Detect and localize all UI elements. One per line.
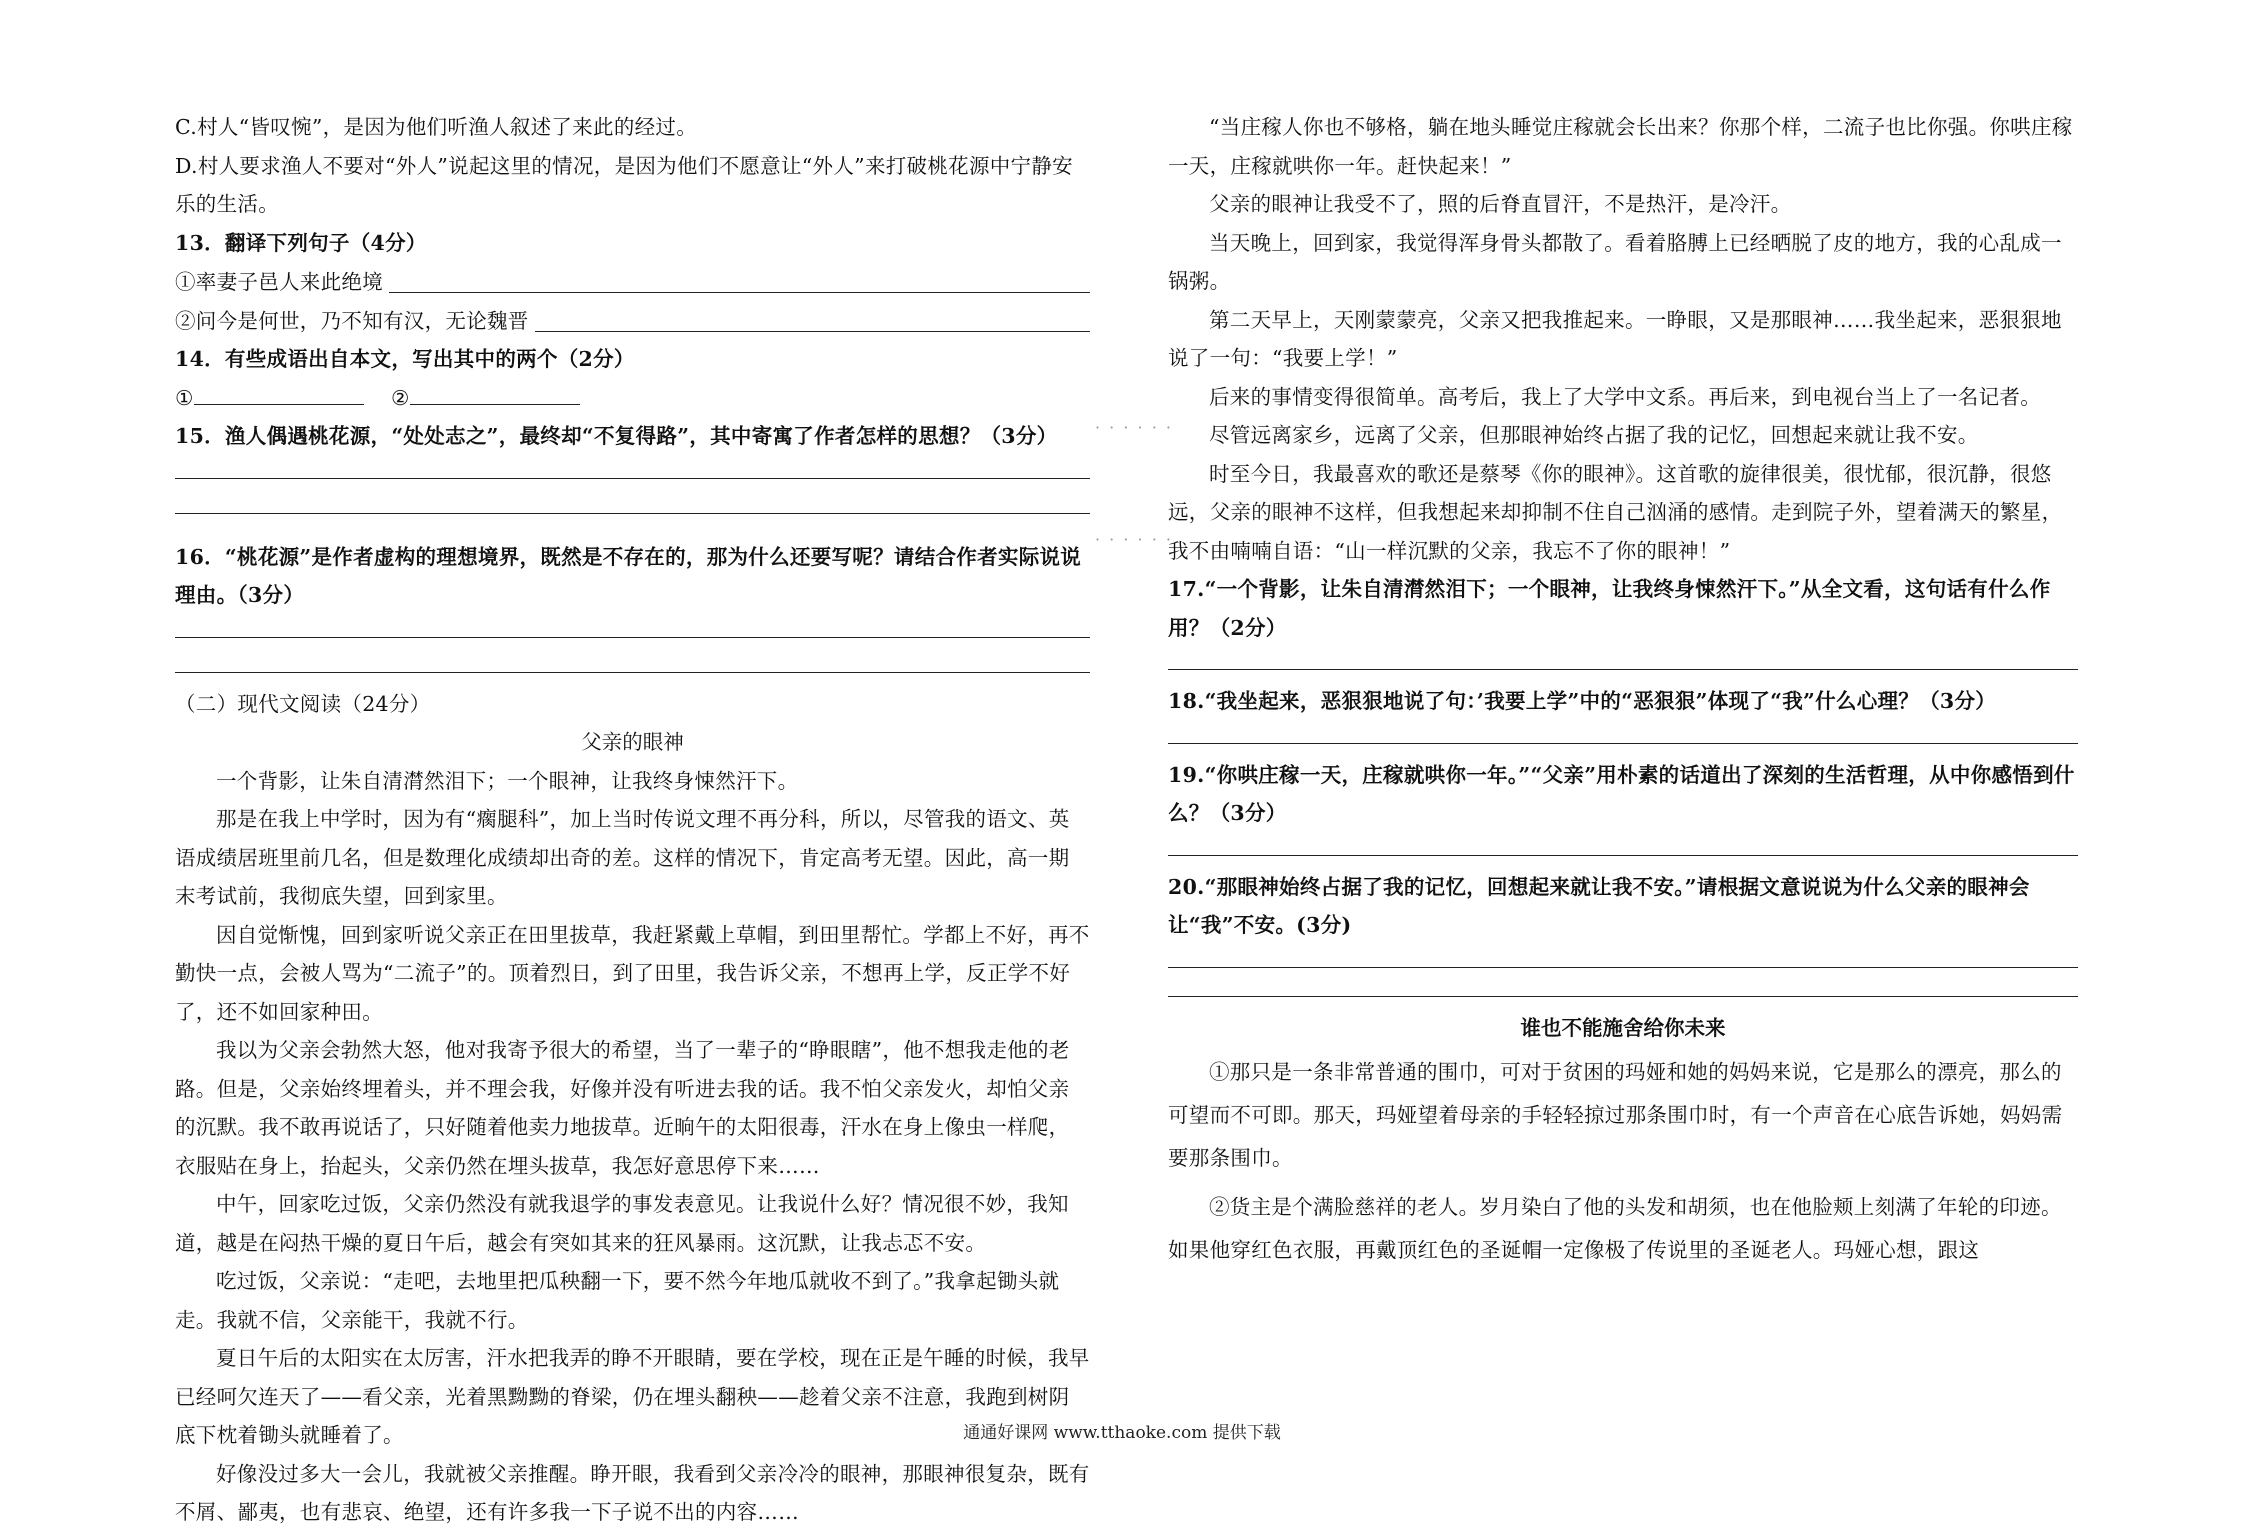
footer-credit: 通通好课网 www.tthaoke.com 提供下载 (963, 1423, 1281, 1443)
option-d: D.村人要求渔人不要对“外人”说起这里的情况，是因为他们不愿意让“外人”来打破桃花源中宁静安乐的生活。 (175, 153, 1073, 216)
article-paragraph: 父亲的眼神让我受不了，照的后脊直冒汗，不是热汗，是冷汗。 (1209, 192, 1792, 216)
article-paragraph: 因自觉惭愧，回到家听说父亲正在田里拔草，我赶紧戴上草帽，到田里帮忙。学都上不好，再不勤快一点，会被人骂为“二流子”的。顶着烈日，到了田里，我告诉父亲，不想再上学，反正学不好了，还不如回家种田。 (175, 922, 1090, 1024)
q19-answer-line[interactable] (1168, 833, 2078, 856)
article-paragraph: 我以为父亲会勃然大怒，他对我寄予很大的希望，当了一辈子的“睁眼瞎”，他不想我走他的老路。但是，父亲始终埋着头，并不理会我，好像并没有听进去我的话。我不怕父亲发火，却怕父亲的沉默。我不敢再说话了，只好随着他卖力地拔草。近晌午的太阳很毒，汗水在身上像虫一样爬，衣服贴在身上，抬起头，父亲仍然在埋头拔草，我怎好意思停下来…… (175, 1038, 1070, 1178)
article-paragraph: 中午，回家吃过饭，父亲仍然没有就我退学的事发表意见。让我说什么好？情况很不妙，我知道，越是在闷热干燥的夏日午后，越会有突如其来的狂风暴雨。这沉默，让我忐忑不安。 (175, 1192, 1069, 1255)
q20-answer-line-1[interactable] (1168, 945, 2078, 968)
question-15: 15．渔人偶遇桃花源，“处处志之”，最终却“不复得路”，其中寄寓了作者怎样的思想？（3分） (175, 424, 1058, 448)
fold-dots: · · · · · · (1095, 418, 1173, 437)
q20-answer-line-2[interactable] (1168, 974, 2078, 997)
q14-label-b: ② (390, 385, 410, 410)
article2-paragraph: ②货主是个满脸慈祥的老人。岁月染白了他的头发和胡须，也在他脸颊上刻满了年轮的印迹。如果他穿红色衣服，再戴顶红色的圣诞帽一定像极了传说里的圣诞老人。玛娅心想，跟这 (1168, 1195, 2062, 1262)
article-paragraph: 尽管远离家乡，远离了父亲，但那眼神始终占据了我的记忆，回想起来就让我不安。 (1209, 423, 1979, 447)
q13-sentence-2: ②问今是何世，乃不知有汉，无论魏晋 (175, 308, 529, 333)
article-paragraph: 一个背影，让朱自清潸然泪下；一个眼神，让我终身悚然汗下。 (216, 768, 799, 793)
article-paragraph: 那是在我上中学时，因为有“瘸腿科”，加上当时传说文理不再分科，所以，尽管我的语文、英语成绩居班里前几名，但是数理化成绩却出奇的差。这样的情况下，肯定高考无望。因此，高一期末考试前，我彻底失望，回到家里。 (175, 807, 1070, 908)
question-14: 14．有些成语出自本文，写出其中的两个（2分） (175, 347, 635, 371)
question-17: 17.“一个背影，让朱自清潸然泪下；一个眼神，让我终身悚然汗下。”从全文看，这句话有什么作用？（2分） (1168, 577, 2051, 640)
question-20: 20.“那眼神始终占据了我的记忆，回想起来就让我不安。”请根据文意说说为什么父亲的眼神会让“我”不安。(3分) (1168, 874, 2030, 937)
right-column (1168, 108, 2078, 1272)
article-paragraph: 夏日午后的太阳实在太厉害，汗水把我弄的睁不开眼睛，要在学校，现在正是午睡的时候，我早已经呵欠连天了——看父亲，光着黑黝黝的脊梁，仍在埋头翻秧——趁着父亲不注意，我跑到树阴底下枕着锄头就睡着了。 (175, 1346, 1090, 1447)
question-13: 13．翻译下列句子（4分） (175, 230, 427, 255)
fold-dots: · · · · · · (1095, 530, 1173, 549)
q13-item-2 (175, 301, 1090, 340)
q16-answer-line-2[interactable] (175, 650, 1090, 673)
q13-answer-line-1[interactable] (389, 262, 1090, 293)
q13-item-1 (175, 262, 1090, 301)
question-19: 19.“你哄庄稼一天，庄稼就哄你一年。”“父亲”用朴素的话道出了深刻的生活哲理，从中你感悟到什么？（3分） (1168, 762, 2075, 825)
article-paragraph: 第二天早上，天刚蒙蒙亮，父亲又把我推起来。一睁眼，又是那眼神……我坐起来，恶狠狠地说了一句：“我要上学！” (1168, 307, 2062, 370)
q15-answer-line-2[interactable] (175, 491, 1090, 514)
article2-paragraph: ①那只是一条非常普通的围巾，可对于贫困的玛娅和她的妈妈来说，它是那么的漂亮，那么的可望而不可即。那天，玛娅望着母亲的手轻轻掠过那条围巾时，有一个声音在心底告诉她，妈妈需要那条围巾。 (1168, 1060, 2063, 1170)
article-paragraph: 吃过饭，父亲说：“走吧，去地里把瓜秧翻一下，要不然今年地瓜就收不到了。”我拿起锄头就走。我就不信，父亲能干，我就不行。 (175, 1269, 1060, 1332)
q14-label-a: ① (175, 385, 194, 410)
question-16: 16．“桃花源”是作者虚构的理想境界，既然是不存在的，那为什么还要写呢？请结合作者实际说说理由。（3分） (175, 544, 1082, 607)
q17-answer-line[interactable] (1168, 647, 2078, 670)
article-paragraph: 好像没过多大一会儿，我就被父亲推醒。睁开眼，我看到父亲冷冷的眼神，那眼神很复杂，既有不屑、鄙夷，也有悲哀、绝望，还有许多我一下子说不出的内容…… (175, 1461, 1090, 1524)
left-column (175, 108, 1090, 1532)
question-18: 18.“我坐起来，恶狠狠地说了句：’我要上学”中的“恶狠狠”体现了“我”什么心理？（3分） (1168, 689, 1997, 713)
option-c: C.村人“皆叹惋”，是因为他们听渔人叙述了来此的经过。 (175, 115, 698, 139)
q14-blank-a[interactable] (194, 380, 364, 405)
article-paragraph: 当天晚上，回到家，我觉得浑身骨头都散了。看着胳膊上已经晒脱了皮的地方，我的心乱成一锅粥。 (1168, 230, 2062, 293)
article2-title: 谁也不能施舍给你未来 (1520, 1015, 1726, 1040)
article-paragraph: 后来的事情变得很简单。高考后，我上了大学中文系。再后来，到电视台当上了一名记者。 (1209, 384, 2041, 409)
article-title: 父亲的眼神 (581, 730, 684, 754)
article-paragraph: 时至今日，我最喜欢的歌还是蔡琴《你的眼神》。这首歌的旋律很美，很忧郁，很沉静，很悠远，父亲的眼神不这样，但我想起来却抑制不住自己汹涌的感情。走到院子外，望着满天的繁星，我不由喃喃自语：“山一样沉默的父亲，我忘不了你的眼神！” (1168, 461, 2063, 563)
q14-blank-b[interactable] (410, 380, 580, 405)
section-heading: （二）现代文阅读（24分） (175, 691, 431, 716)
q13-answer-line-2[interactable] (535, 301, 1090, 332)
article-paragraph: “当庄稼人你也不够格，躺在地头睡觉庄稼就会长出来？你那个样，二流子也比你强。你哄庄稼一天，庄稼就哄你一年。赶快起来！” (1168, 115, 2073, 178)
q18-answer-line[interactable] (1168, 721, 2078, 744)
q14-blanks (175, 379, 1090, 418)
q15-answer-line-1[interactable] (175, 456, 1090, 479)
q16-answer-line-1[interactable] (175, 615, 1090, 638)
q13-sentence-1: ①率妻子邑人来此绝境 (175, 269, 383, 294)
